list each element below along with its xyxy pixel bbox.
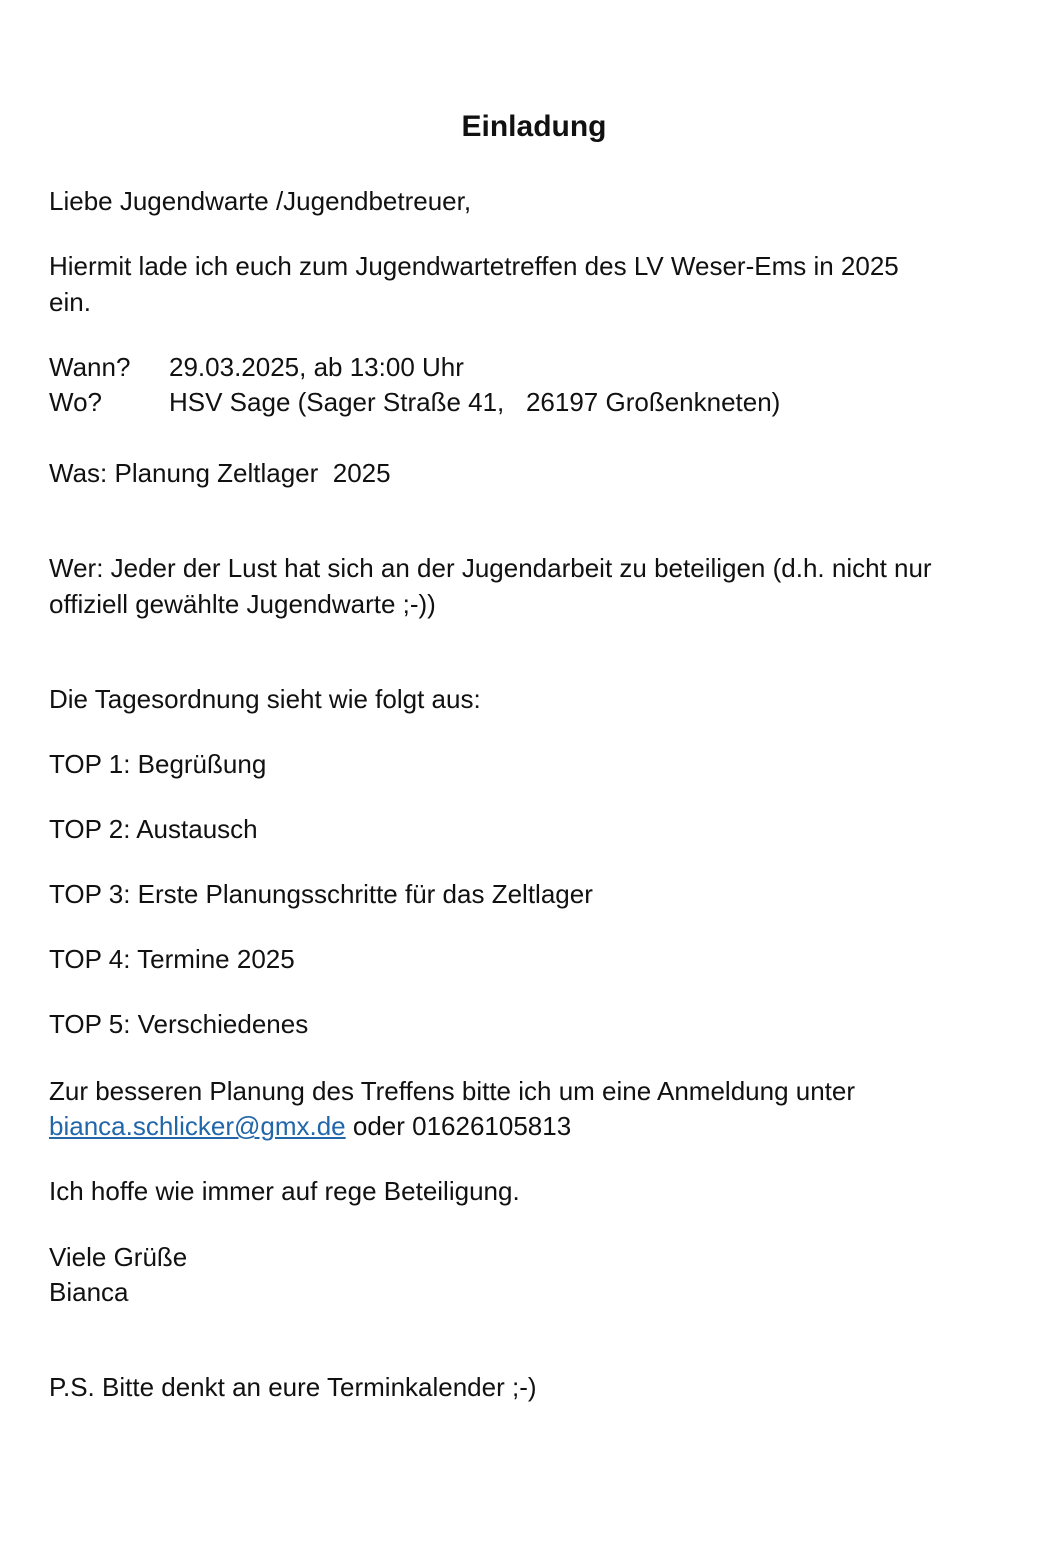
signature: Bianca [49,1277,129,1307]
agenda-item-5: TOP 5: Verschiedenes [49,1009,309,1039]
when-value: 29.03.2025, ab 13:00 Uhr [169,352,464,382]
what-line: Was: Planung Zeltlager 2025 [49,458,391,488]
postscript: P.S. Bitte denkt an eure Terminkalender ;-) [49,1372,537,1402]
agenda-item-1: TOP 1: Begrüßung [49,749,267,779]
agenda-item-4: TOP 4: Termine 2025 [49,944,295,974]
where-row [49,384,780,420]
agenda-intro: Die Tagesordnung sieht wie folgt aus: [49,684,481,714]
intro-line-1: Hiermit lade ich euch zum Jugendwartetreffen des LV Weser-Ems in 2025 [49,251,899,281]
where-value: HSV Sage (Sager Straße 41, 26197 Großenkneten) [169,387,781,417]
when-label: Wann? [49,352,131,382]
where-label: Wo? [49,387,102,417]
document-title: Einladung [461,110,607,143]
registration-line-1: Zur besseren Planung des Treffens bitte ich um eine Anmeldung unter [49,1076,856,1106]
hope-line: Ich hoffe wie immer auf rege Beteiligung. [49,1176,520,1206]
when-row [49,349,464,385]
intro-line-2: ein. [49,287,91,317]
phone-text: oder 01626105813 [345,1111,572,1141]
who-line-1: Wer: Jeder der Lust hat sich an der Jugendarbeit zu beteiligen (d.h. nicht nur [49,553,932,583]
closing-line: Viele Grüße [49,1242,188,1272]
greeting: Liebe Jugendwarte /Jugendbetreuer, [49,186,472,216]
who-line-2: offiziell gewählte Jugendwarte ;-)) [49,589,436,619]
registration-line-2 [49,1108,571,1144]
email-link[interactable]: bianca.schlicker@gmx.de [49,1111,346,1141]
agenda-item-2: TOP 2: Austausch [49,814,258,844]
agenda-item-3: TOP 3: Erste Planungsschritte für das Zeltlager [49,879,593,909]
